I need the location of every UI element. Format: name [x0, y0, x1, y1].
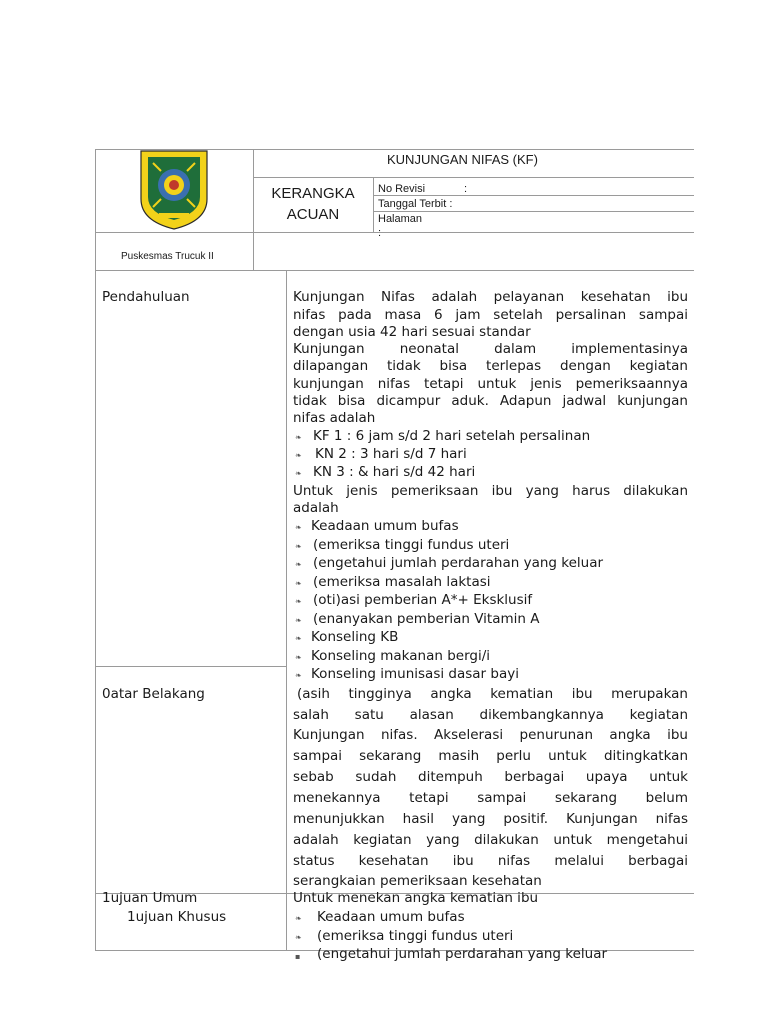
bullet-icon: ❧ [295, 523, 302, 532]
tujuan-khusus-item: (engetahui jumlah perdarahan yang keluar [317, 946, 608, 962]
section-label-latar-belakang: 0atar Belakang [102, 686, 205, 702]
pendahuluan-line: Kunjungan Nifas adalah pelayanan kesehatan ibu [293, 289, 688, 305]
schedule-item: KF 1 : 6 jam s/d 2 hari setelah persalinan [313, 428, 591, 444]
bullet-icon: ❧ [295, 560, 302, 569]
header-bottom-line [95, 270, 694, 271]
exam-item: (engetahui jumlah perdarahan yang keluar [313, 555, 604, 571]
doc-type-line-2: ACUAN [286, 206, 340, 223]
pendahuluan-line: Kunjungan neonatal dalam implementasinya [293, 341, 688, 357]
exam-intro-end: adalah [293, 500, 339, 516]
bullet-icon: ❧ [295, 914, 302, 923]
exam-item: (enanyakan pemberian Vitamin A [313, 611, 540, 627]
pendahuluan-line: kunjungan nifas tetapi untuk jenis pemeriksaannya [293, 376, 688, 392]
bullet-icon: ❧ [295, 542, 302, 551]
latar-line: salah satu alasan dikembangkannya kegiatan [293, 707, 688, 723]
latar-line: status kesehatan ibu nifas melalui berbagai [293, 853, 688, 869]
section-label-tujuan-umum: 1ujuan Umum [102, 890, 198, 906]
meta-halaman-colon: : [378, 227, 382, 239]
exam-item: (emeriksa tinggi fundus uteri [313, 537, 510, 553]
bullet-icon: ❧ [295, 451, 302, 460]
org-name: Puskesmas Trucuk II [121, 251, 214, 262]
meta-tanggal-terbit-label: Tanggal Terbit : [378, 198, 453, 210]
latar-row-line [95, 666, 286, 667]
bullet-icon: ❧ [295, 433, 302, 442]
latar-line: sebab sudah ditempuh berbagai upaya untuk [293, 769, 688, 785]
pendahuluan-line: nifas adalah [293, 410, 376, 426]
doc-type-line-1: KERANGKA [271, 185, 355, 202]
schedule-item: KN 2 : 3 hari s/d 7 hari [315, 446, 467, 462]
district-logo [139, 149, 209, 231]
bullet-icon: ❧ [295, 634, 302, 643]
meta-halaman-label: Halaman [378, 213, 423, 225]
exam-item: Konseling KB [311, 629, 399, 645]
doc-title: KUNJUNGAN NIFAS (KF) [387, 152, 538, 167]
latar-line: menunjukkan hasil yang positif. Kunjungan nifas [293, 811, 688, 827]
title-row-divider [253, 177, 694, 178]
bullet-icon: ❧ [295, 653, 302, 662]
bullet-icon: ❧ [295, 597, 302, 606]
latar-line: adalah kegiatan yang dilakukan untuk mengetahui [293, 832, 688, 848]
pendahuluan-line: dengan usia 42 hari sesuai standar [293, 324, 531, 340]
tujuan-umum-text: Untuk menekan angka kematian ibu [293, 890, 539, 906]
pendahuluan-line: dilapangan tidak bisa terlepas dengan kegiatan [293, 358, 688, 374]
meta-no-revisi-label: No Revisi [378, 183, 426, 195]
header-mid-line [95, 232, 694, 233]
bullet-icon: ❧ [295, 579, 302, 588]
body-col-divider [286, 270, 287, 950]
meta-col-divider [373, 177, 374, 232]
tujuan-khusus-item: (emeriksa tinggi fundus uteri [317, 928, 514, 944]
schedule-item: KN 3 : & hari s/d 42 hari [313, 464, 476, 480]
pendahuluan-line: nifas pada masa 6 jam setelah persalinan sampai [293, 307, 688, 323]
section-label-tujuan-khusus: 1ujuan Khusus [127, 909, 227, 925]
pendahuluan-line: tidak bisa dicampur aduk. Adapun jadwal kunjungan [293, 393, 688, 409]
bullet-icon: ❧ [295, 469, 302, 478]
exam-item: (oti)asi pemberian A*+ Eksklusif [313, 592, 533, 608]
bullet-icon: ▪ [295, 952, 301, 961]
doc-type [254, 183, 372, 225]
district-emblem-icon [139, 149, 209, 231]
exam-item: (emeriksa masalah laktasi [313, 574, 491, 590]
bullet-icon: ❧ [295, 616, 302, 625]
latar-line: (asih tingginya angka kematian ibu merupakan [297, 686, 688, 702]
tujuan-khusus-item: Keadaan umum bufas [317, 909, 465, 925]
bullet-icon: ❧ [295, 671, 302, 680]
exam-item: Konseling imunisasi dasar bayi [311, 666, 519, 682]
meta-no-revisi-colon: : [464, 183, 468, 195]
latar-line: Kunjungan nifas. Akselerasi penurunan angka ibu [293, 727, 688, 743]
latar-line: serangkaian pemeriksaan kesehatan [293, 873, 542, 889]
exam-intro: Untuk jenis pemeriksaan ibu yang harus dilakukan [293, 483, 688, 499]
bullet-icon: ❧ [295, 933, 302, 942]
exam-item: Konseling makanan bergi/i [311, 648, 491, 664]
latar-line: sampai sekarang masih perlu untuk ditingkatkan [293, 748, 688, 764]
latar-line: menekannya tetapi sampai sekarang belum [293, 790, 688, 806]
exam-item: Keadaan umum bufas [311, 518, 459, 534]
section-label-pendahuluan: Pendahuluan [102, 289, 190, 305]
